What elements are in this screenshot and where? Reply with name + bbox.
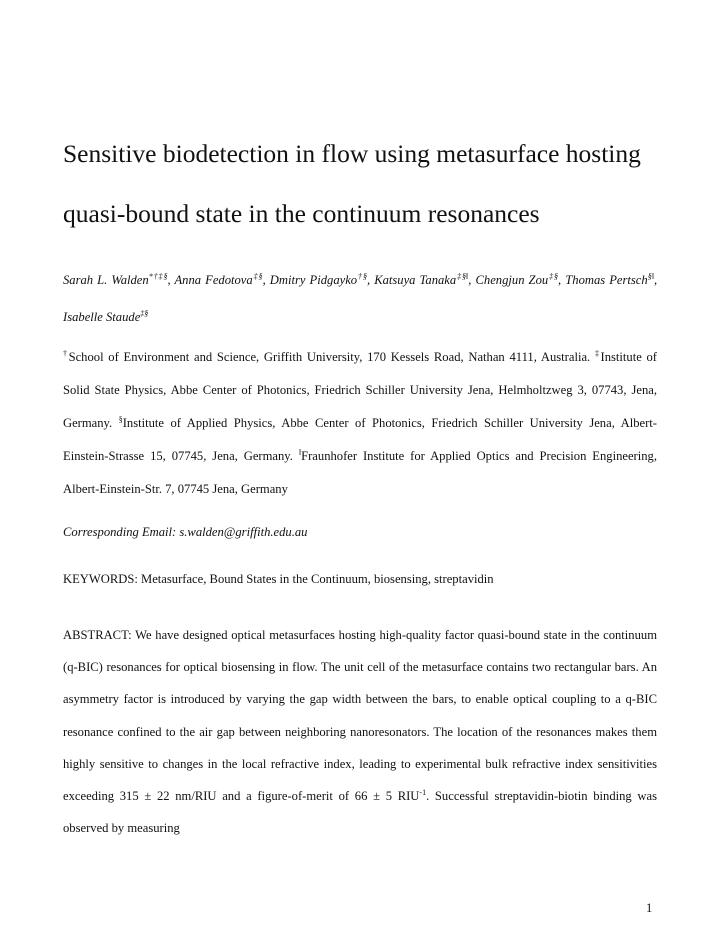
affiliation-mark: † [63,348,69,358]
author-affiliation-mark: *†‡§ [148,271,168,281]
author-name: Katsuya Tanaka [374,273,457,287]
paper-title: Sensitive biodetection in flow using metasurface hosting quasi-bound state in the continuum resonances [63,139,641,228]
author-name: Anna Fedotova [174,273,253,287]
author-affiliation-mark: ‡§ [252,271,263,281]
author-affiliation-mark: ‡§ǁ [456,271,469,281]
author-affiliation-mark: †§ [357,271,367,281]
abstract [63,619,657,844]
author-affiliation-mark: §ǁ [647,271,654,281]
affiliation-text: Fraunhofer Institute for Applied Optics and Precision Engineering, Albert-Einstein-Str. 7, 07745 Jena, Germany [63,449,657,496]
affiliation-text: Institute of Applied Physics, Abbe Center of Photonics, Friedrich Schiller University Jena, Albert-Einstein-Strasse 15, 07745, Jena, Germany. [63,416,658,463]
author-separator: , [653,273,658,287]
affiliation-mark: § [118,414,123,424]
author-separator: , [167,273,175,287]
page-number: 1 [646,901,653,915]
abstract-superscript: -1 [419,787,427,797]
affiliations [63,341,657,506]
author-name: Chengjun Zou [475,273,549,287]
author-name: Dmitry Pidgayko [269,273,358,287]
abstract-text-continued: . Successful streptavidin-biotin binding was observed by measuring [63,789,657,836]
corresponding-email: Corresponding Email: s.walden@griffith.edu.au [63,525,308,539]
author-affiliation-mark: ‡§ [140,308,149,318]
author-name: Isabelle Staude [63,310,141,324]
author-separator: , [558,273,566,287]
author-affiliation-mark: ‡§ [548,271,559,281]
abstract-text: ABSTRACT: We have designed optical metasurfaces hosting high-quality factor quasi-bound state in the continuum (q-BIC) resonances for optical biosensing in flow. The unit cell of the metasurface contains two rectangular bars. An asymmetry factor is introduced by varying the gap width between the bars, to enable optical coupling to a q-BIC resonance confined to the air gap between neighboring nanoresonators. The location of the resonances makes them highly sensitive to changes in the local refractive index, leading to experimental bulk refractive index sensitivities exceeding 315 ± 22 nm/RIU and a figure-of-merit of 66 ± 5 RIU [63,628,657,804]
affiliation-mark: ‡ [594,348,601,358]
affiliation-text: Institute of Solid State Physics, Abbe Center of Photonics, Friedrich Schiller University Jena, Helmholtzweg 3, 07743, Jena, Germany. [63,350,658,430]
author-separator: , [468,273,476,287]
affiliation-text: School of Environment and Science, Griffith University, 170 Kessels Road, Nathan 4111, Australia. [68,350,591,364]
author-name: Thomas Pertsch [565,273,648,287]
affiliation-mark: ǁ [298,447,302,457]
author-name: Sarah L. Walden [63,273,149,287]
author-separator: , [366,273,375,287]
keywords: KEYWORDS: Metasurface, Bound States in the Continuum, biosensing, streptavidin [63,572,494,586]
author-separator: , [262,273,270,287]
author-list [63,262,657,336]
